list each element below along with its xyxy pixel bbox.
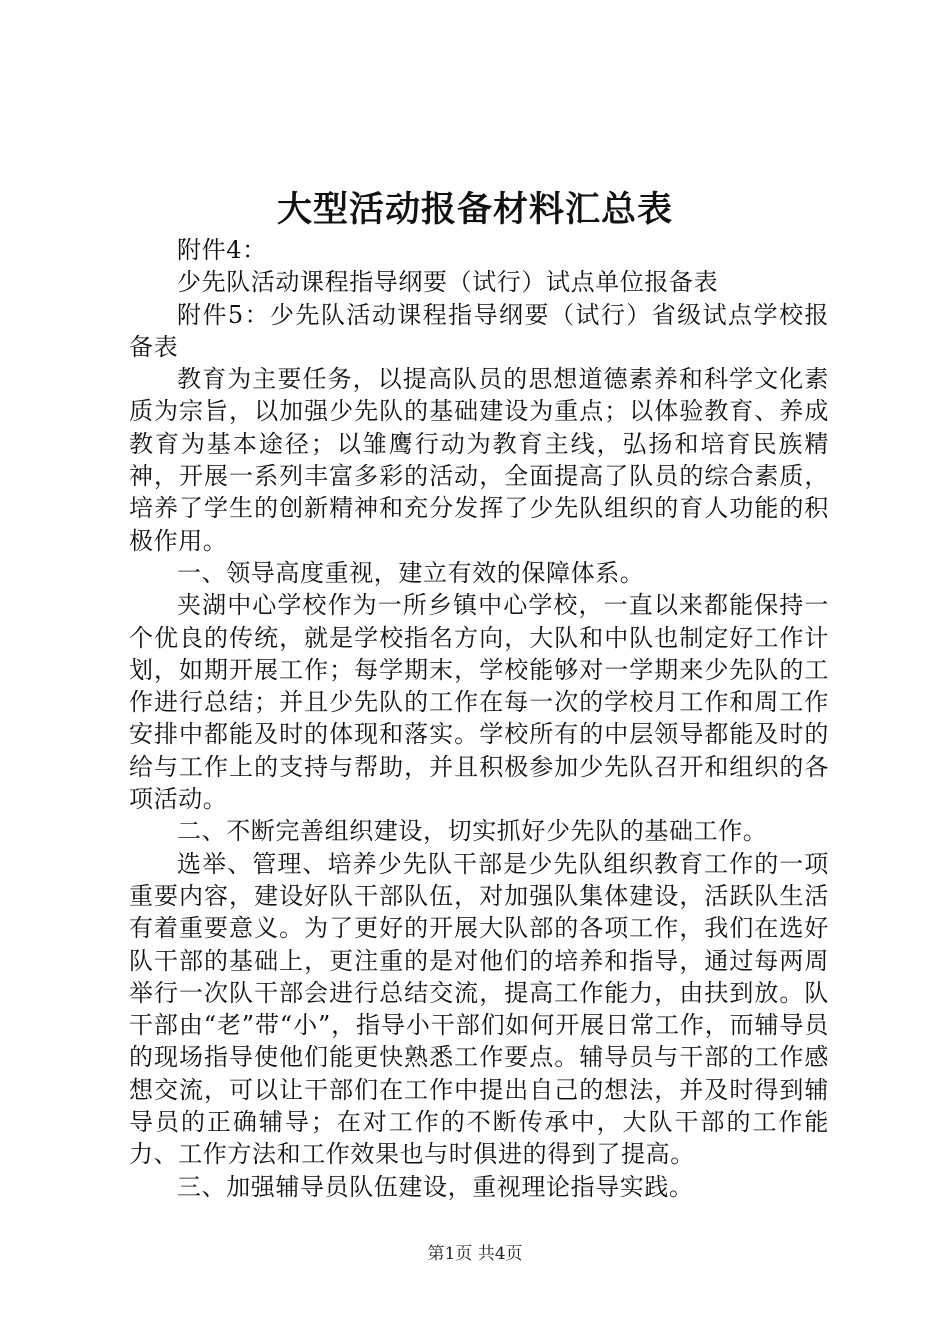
section-heading-2: 二、不断完善组织建设，切实抓好少先队的基础工作。 — [177, 817, 768, 846]
body-paragraph: 选举、管理、培养少先队干部是少先队组织教育工作的一项重要内容，建设好队干部队伍，对加强队集体建设，活跃队生活有着重要意义。为了更好的开展大队部的各项工作，我们在选好队干部的基础上，更注重的是对他们的培养和指导，通过每两周举行一次队干部会进行总结交流，提高工作能力，由扶到放。队干部由“老”带“小”，指导小干部们如何开展日常工作，而辅导员的现场指导使他们能更快熟悉工作要点。辅导员与干部的工作感想交流，可以让干部们在工作中提出自己的想法，并及时得到辅导员的正确辅导；在对工作的不断传承中，大队干部的工作能力、工作方法和工作效果也与时俱进的得到了提高。 — [129, 849, 829, 1169]
section-heading-3: 三、加强辅导员队伍建设，重视理论指导实践。 — [177, 1172, 694, 1201]
section-heading-1: 一、领导高度重视，建立有效的保障体系。 — [177, 558, 645, 587]
attachment-5-title: 附件5：少先队活动课程指导纲要（试行）省级试点学校报备表 — [129, 300, 829, 361]
page-footer: 第1页 共4页 — [427, 1244, 523, 1264]
document-title: 大型活动报备材料汇总表 — [276, 189, 673, 230]
body-paragraph: 教育为主要任务，以提高队员的思想道德素养和科学文化素质为宗旨，以加强少先队的基础建设为重点；以体验教育、养成教育为基本途径；以雏鹰行动为教育主线，弘扬和培育民族精神，开展一系列丰富多彩的活动，全面提高了队员的综合素质，培养了学生的创新精神和充分发挥了少先队组织的育人功能的积极作用。 — [129, 365, 829, 555]
document-body — [129, 234, 829, 1203]
attachment-4-label: 附件4： — [177, 236, 267, 264]
body-paragraph: 夹湖中心学校作为一所乡镇中心学校，一直以来都能保持一个优良的传统，就是学校指名方向，大队和中队也制定好工作计划，如期开展工作；每学期末，学校能够对一学期来少先队的工作进行总结；并且少先队的工作在每一次的学校月工作和周工作安排中都能及时的体现和落实。学校所有的中层领导都能及时的给与工作上的支持与帮助，并且积极参加少先队召开和组织的各项活动。 — [129, 591, 829, 814]
attachment-4-title: 少先队活动课程指导纲要（试行）试点单位报备表 — [177, 268, 719, 297]
